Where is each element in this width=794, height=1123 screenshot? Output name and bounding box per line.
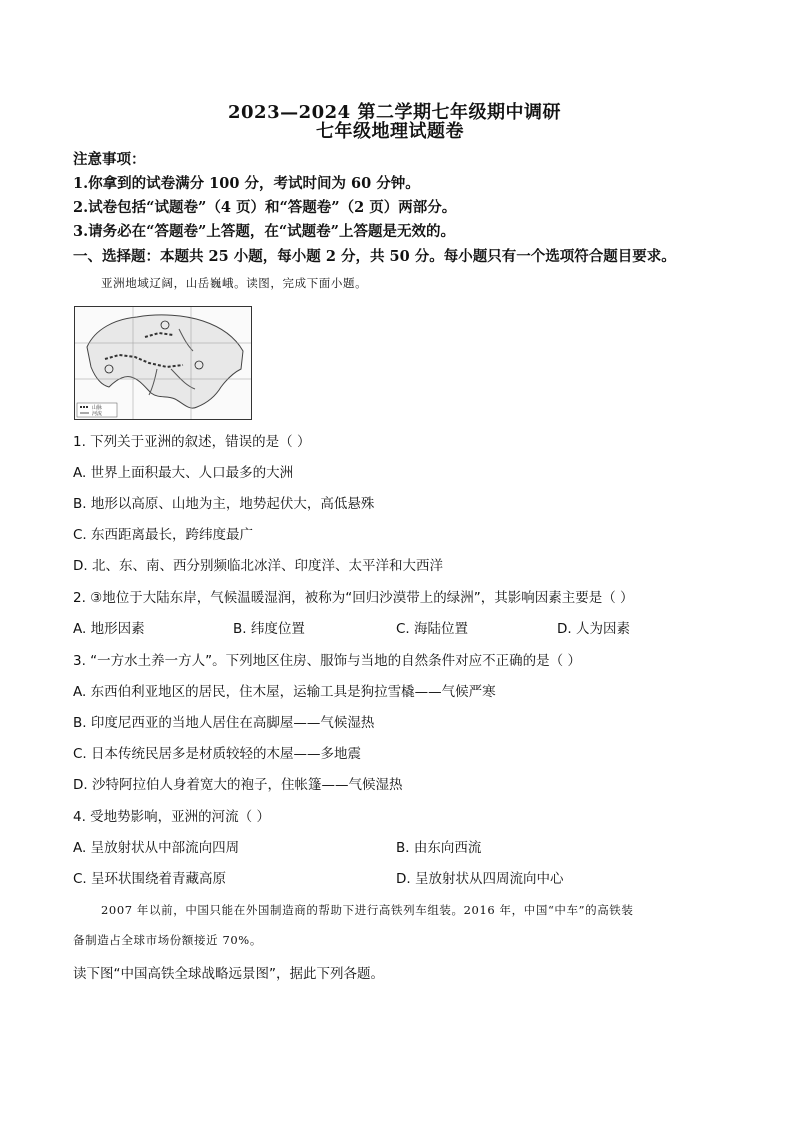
exam-subtitle: 七年级地理试题卷: [316, 121, 464, 142]
question-4-option-b[interactable]: B. 由东向西流: [396, 840, 482, 856]
question-4-stem: 4. 受地势影响，亚洲的河流（ ）: [73, 809, 270, 825]
question-1-option-a[interactable]: A. 世界上面积最大、人口最多的大洲: [73, 465, 294, 481]
question-2-option-b[interactable]: B. 纬度位置: [233, 621, 305, 637]
question-4-option-a[interactable]: A. 呈放射状从中部流向四周: [73, 840, 240, 856]
section-heading: 一、选择题：本题共 25 小题，每小题 2 分，共 50 分。每小题只有一个选项符合题目要求。: [73, 248, 676, 265]
note-item: 3.请务必在“答题卷”上答题，在“试题卷”上答题是无效的。: [73, 223, 455, 240]
question-3-option-c[interactable]: C. 日本传统民居多是材质较轻的木屋——多地震: [73, 746, 362, 762]
question-3-option-b[interactable]: B. 印度尼西亚的当地人居住在高脚屋——气候湿热: [73, 715, 375, 731]
question-2-option-a[interactable]: A. 地形因素: [73, 621, 145, 637]
question-4-option-c[interactable]: C. 呈环状围绕着青藏高原: [73, 871, 227, 887]
map-legend-mountain: 山脉: [92, 405, 103, 411]
question-1-option-c[interactable]: C. 东西距离最长，跨纬度最广: [73, 527, 254, 543]
question-2-stem: 2. ③地位于大陆东岸，气候温暖湿润，被称为“回归沙漠带上的绿洲”，其影响因素主要是（ ）: [73, 590, 634, 606]
question-1-option-b[interactable]: B. 地形以高原、山地为主，地势起伏大，高低悬殊: [73, 496, 375, 512]
notes-heading: 注意事项：: [73, 151, 146, 168]
passage-line: 2007 年以前，中国只能在外国制造商的帮助下进行高铁列车组装。2016 年，中国“中车”的高铁装: [101, 903, 634, 917]
question-4-option-d[interactable]: D. 呈放射状从四周流向中心: [396, 871, 564, 887]
exam-title: 2023—2024 第二学期七年级期中调研: [228, 102, 561, 123]
note-item: 2.试卷包括“试题卷”（4 页）和“答题卷”（2 页）两部分。: [73, 199, 457, 216]
question-1-stem: 1. 下列关于亚洲的叙述，错误的是（ ）: [73, 434, 311, 450]
question-3-option-d[interactable]: D. 沙特阿拉伯人身着宽大的袍子，住帐篷——气候湿热: [73, 777, 403, 793]
question-2-option-c[interactable]: C. 海陆位置: [396, 621, 469, 637]
map-legend-river: 河流: [92, 411, 103, 417]
question-2-option-d[interactable]: D. 人为因素: [557, 621, 630, 637]
passage-instruction: 读下图“中国高铁全球战略远景图”，据此下列各题。: [73, 966, 384, 982]
asia-map-figure: [74, 306, 252, 420]
passage-line: 备制造占全球市场份额接近 70%。: [73, 933, 262, 947]
question-3-stem: 3. “一方水土养一方人”。下列地区住房、服饰与当地的自然条件对应不正确的是（ ）: [73, 653, 581, 669]
question-1-option-d[interactable]: D. 北、东、南、西分别频临北冰洋、印度洋、太平洋和大西洋: [73, 558, 443, 574]
question-3-option-a[interactable]: A. 东西伯利亚地区的居民，住木屋，运输工具是狗拉雪橇——气候严寒: [73, 684, 496, 700]
asia-map-drawing: [75, 307, 251, 419]
note-item: 1.你拿到的试卷满分 100 分，考试时间为 60 分钟。: [73, 175, 420, 192]
section-intro: 亚洲地域辽阔，山岳巍峨。读图，完成下面小题。: [101, 276, 368, 290]
